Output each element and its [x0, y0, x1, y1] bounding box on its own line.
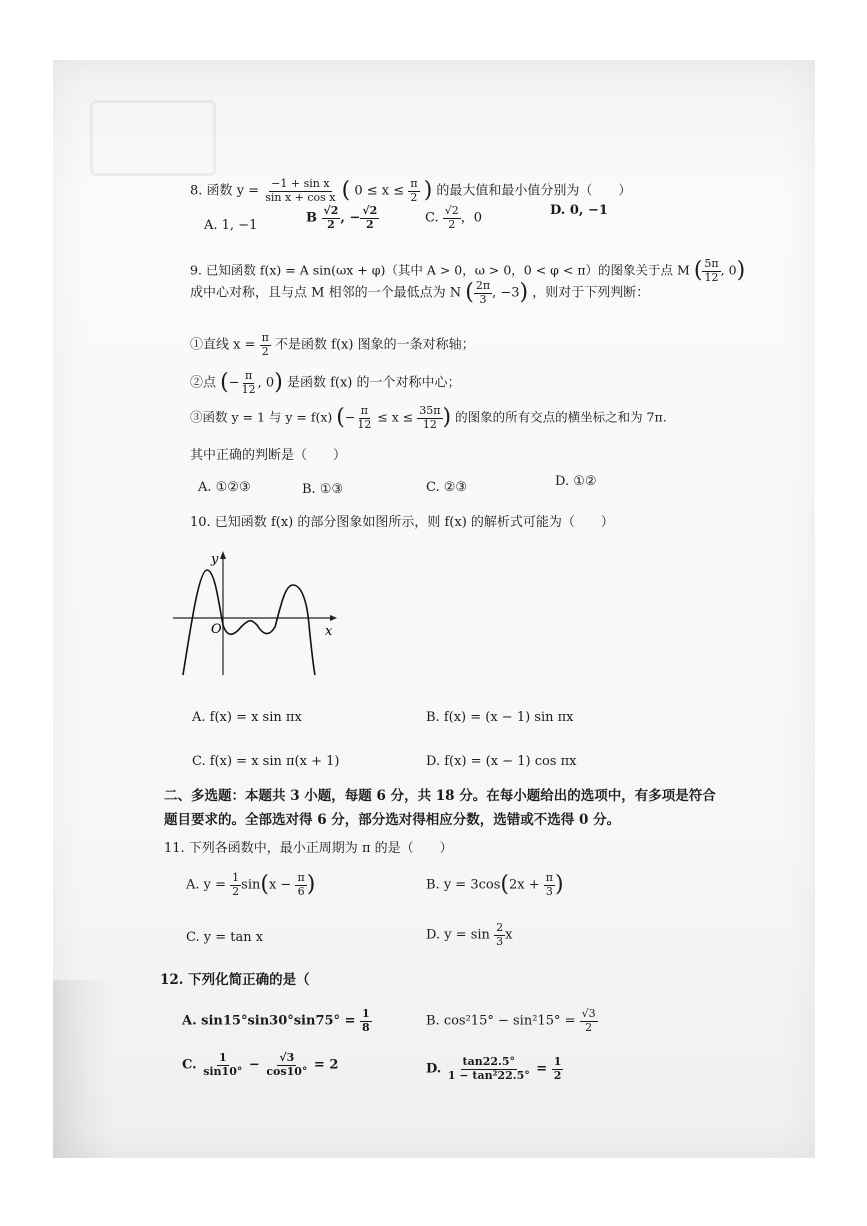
q12-d-n1: tan22.5° [462, 1055, 516, 1068]
section2-line1: 二、多选题：本题共 3 小题，每题 6 分，共 18 分。在每小题给出的选项中，有多项是符合 [164, 788, 716, 804]
q9-s2-num: π [245, 369, 253, 383]
scan-shadow [53, 980, 113, 1158]
q8-option-b [306, 205, 379, 231]
q11-option-b: B. y = 3cos(2x + $\frac{\pi}{3}$ ) [426, 871, 564, 898]
q8-tail: 的最大值和最小值分别为（ ） [436, 183, 632, 199]
q11-d-x: x [505, 927, 513, 943]
q9-s3-lnum: π [360, 404, 368, 418]
q12-c-tail: = 2 [313, 1057, 339, 1073]
q8-lparen: ( [341, 178, 351, 203]
q9-option-b: B. ①③ [302, 482, 344, 497]
q10-axis-y-label: y [211, 552, 219, 567]
q11-a-pn: π [297, 871, 305, 885]
q8-domain-pi: π [410, 177, 418, 191]
q8-b-n2: √2 [362, 204, 378, 217]
q9-line2a: 成中心对称，且与点 M 相邻的一个最低点为 N [190, 285, 462, 301]
q8-option-d: D. 0, −1 [550, 203, 608, 218]
q12-stem: 12. 下列化简正确的是（ [160, 972, 310, 988]
q12-c-mid: − [248, 1057, 260, 1073]
q8-b-n1: √2 [323, 204, 339, 217]
q8-b-sep: , − [340, 210, 361, 226]
q12-a-frac [360, 1008, 372, 1034]
q8-option-b-frac1 [322, 205, 341, 231]
q11-a-pre: A. y = [186, 877, 227, 893]
q9-line1-text: 9. 已知函数 f(x) = A sin(ωx + φ)（其中 A > 0，ω > 0，0 < φ < π）的图象关于点 M [190, 262, 690, 278]
q9-s3-rnum: 35π [419, 404, 441, 418]
q8-frac-num: −1 + sin x [271, 177, 330, 191]
q11-stem: 11. 下列各函数中，最小正周期为 π 的是（ ） [164, 841, 453, 856]
q12-a-d: 8 [362, 1020, 370, 1034]
q9-statement-2: ②点 (− $\frac{\pi}{12}$ , 0) 是函数 f(x) 的一个对称中心； [190, 369, 461, 396]
q9-option-a: A. ①②③ [198, 480, 251, 495]
q12-d-d1: 1 − tan²22.5° [447, 1068, 530, 1082]
q9-s3a: ③函数 y = 1 与 y = f(x) [190, 409, 333, 425]
q12-c-pre: C. [182, 1057, 197, 1073]
q9-s2a: ②点 [190, 375, 217, 391]
q12-c-n1: 1 [218, 1051, 227, 1064]
q11-b-phase [544, 872, 555, 898]
q11-d-frac [494, 922, 505, 948]
q8-option-a: A. 1, −1 [204, 218, 258, 233]
q11-d-d: 3 [496, 934, 504, 948]
q9-option-c: C. ②③ [426, 480, 468, 495]
q9-s2-neg: − [228, 375, 240, 391]
q11-a-fn: 1 [232, 871, 240, 885]
q12-d-n2: 1 [553, 1055, 562, 1068]
q9-s1b: 不是函数 f(x) 图象的一条对称轴； [275, 337, 475, 353]
q8-c-label: C. [425, 210, 439, 226]
q12-option-a [182, 1008, 372, 1034]
q9-n-den: 3 [479, 292, 487, 306]
q10-curve [183, 570, 315, 675]
q9-statement-3: ③函数 y = 1 与 y = f(x) (− $\frac{\pi}{12}$ ≤ x ≤ $\frac{35\pi}{12}$ ) 的图象的所有交点的横坐标之和为 7π. [190, 404, 667, 431]
q9-s3-lfrac [355, 405, 373, 431]
q11-d-pre: D. y = sin [426, 927, 490, 943]
q8-b-d1: 2 [327, 217, 335, 231]
q9-s3-rfrac [417, 405, 442, 431]
q11-a-phase [295, 872, 306, 898]
q10-y-arrow [220, 551, 226, 559]
q12-c-n2: √3 [279, 1051, 295, 1064]
q8-option-b-frac2 [360, 205, 379, 231]
q11-b-pd: 3 [545, 884, 553, 898]
q8-frac-den: sin x + cos x [265, 190, 336, 204]
q12-c-frac1 [201, 1052, 244, 1078]
q11-b-pre: B. y = 3cos [426, 877, 501, 893]
q8-domain-frac [408, 178, 419, 204]
q8-domain: 0 ≤ x ≤ [354, 183, 405, 199]
q8-c-d: 2 [448, 217, 456, 231]
q9-line2b: ，则对于下列判断： [532, 285, 650, 301]
q9-line1: 9. 已知函数 f(x) = A sin(ωx + φ)（其中 A > 0，ω > 0，0 < φ < π）的图象关于点 M ( $\frac{5\pi}{12}$ , 0) [190, 257, 746, 284]
q8-option-c-frac [443, 205, 461, 231]
q10-x-arrow [330, 615, 337, 621]
q8-fraction [263, 178, 337, 204]
q11-option-d [426, 922, 512, 948]
scan-smudge [90, 100, 216, 176]
q9-s1-den: 2 [261, 344, 269, 358]
q9-m-tail: , 0 [720, 262, 737, 278]
q8-option-b-label: B [306, 210, 317, 226]
q9-m-den: 12 [704, 270, 719, 284]
q9-s2-frac [240, 370, 258, 396]
q12-b-n: √3 [581, 1007, 596, 1020]
q10-option-c: C. f(x) = x sin π(x + 1) [192, 754, 340, 769]
q12-b-d: 2 [585, 1020, 593, 1034]
q9-s2b: 是函数 f(x) 的一个对称中心； [286, 375, 461, 391]
q9-s3-rden: 12 [422, 417, 437, 431]
q9-ask: 其中正确的判断是（ ） [190, 448, 347, 463]
q9-line2: 成中心对称，且与点 M 相邻的一个最低点为 N ( $\frac{2\pi}{3}$ , −3) ，则对于下列判断： [190, 279, 650, 306]
q8-stem [190, 178, 631, 204]
q12-d-frac2 [552, 1056, 564, 1082]
q10-option-a: A. f(x) = x sin πx [192, 710, 302, 725]
q12-c-frac2 [264, 1052, 309, 1078]
q9-n-num: 2π [475, 279, 491, 293]
q8-c-tail: ，0 [460, 210, 483, 226]
q11-option-a: A. y = $\frac{1}{2}$ sin(x − $\frac{\pi}{6}$ ) [186, 871, 316, 898]
q9-statement-1 [190, 332, 475, 358]
q11-a-pd: 6 [297, 884, 305, 898]
q8-domain-two: 2 [410, 190, 418, 204]
q10-option-d: D. f(x) = (x − 1) cos πx [426, 754, 577, 769]
q9-s2-den: 12 [241, 382, 256, 396]
q8-y-eq: y = [236, 183, 260, 199]
q12-c-d2: cos10° [266, 1064, 308, 1078]
q9-s1a: ①直线 x = [190, 337, 256, 353]
q11-a-coef [230, 872, 241, 898]
q12-d-frac1 [446, 1056, 532, 1082]
q8-b-d2: 2 [365, 217, 374, 231]
q9-s3-mid: ≤ x ≤ [377, 409, 414, 425]
q8-c-n: √2 [444, 204, 459, 217]
q9-option-d: D. ①② [555, 474, 597, 489]
q11-option-c: C. y = tan x [186, 930, 264, 945]
q9-n-tail: , −3 [492, 285, 520, 301]
q11-a-in: x − [268, 877, 292, 893]
q10-option-b: B. f(x) = (x − 1) sin πx [426, 710, 574, 725]
q8-rparen: ) [423, 178, 433, 203]
q12-d-d2: 2 [553, 1068, 562, 1082]
q9-s1-num: π [261, 331, 269, 344]
q12-c-d1: sin10° [203, 1064, 243, 1078]
q12-b-pre: B. cos²15° − sin²15° = [426, 1013, 576, 1029]
section2-line2: 题目要求的。全部选对得 6 分，部分选对得相应分数，选错或不选得 0 分。 [164, 812, 621, 828]
q12-option-c [182, 1052, 338, 1078]
q12-a-n: 1 [362, 1007, 370, 1020]
q8-number: 8. 函数 [190, 183, 233, 199]
q10-graph [165, 545, 345, 685]
q11-a-fd: 2 [232, 884, 240, 898]
q11-a-sin: sin [241, 877, 261, 893]
q12-d-eq: = [536, 1061, 548, 1077]
q8-option-c [425, 205, 482, 231]
q10-axis-x-label: x [325, 624, 333, 639]
q12-option-b [426, 1008, 598, 1034]
q11-b-pn: π [545, 871, 553, 885]
q12-d-pre: D. [426, 1061, 442, 1077]
q12-b-frac [580, 1008, 598, 1034]
q9-m-num: 5π [704, 257, 719, 271]
q10-origin: O [211, 622, 222, 637]
q9-n-frac [474, 280, 492, 306]
q9-s3-lden: 12 [357, 417, 372, 431]
q9-s2-tail: , 0 [257, 375, 275, 391]
q11-b-in: 2x + [508, 877, 540, 893]
q9-s3b: 的图象的所有交点的横坐标之和为 7π. [455, 409, 667, 425]
q12-a-pre: A. sin15°sin30°sin75° = [182, 1013, 356, 1029]
q10-stem: 10. 已知函数 f(x) 的部分图象如图所示，则 f(x) 的解析式可能为（ ） [190, 515, 614, 530]
q11-d-n: 2 [496, 921, 504, 934]
q12-option-d [426, 1056, 563, 1082]
q9-m-frac [702, 258, 720, 284]
q9-s1-frac [260, 332, 271, 358]
